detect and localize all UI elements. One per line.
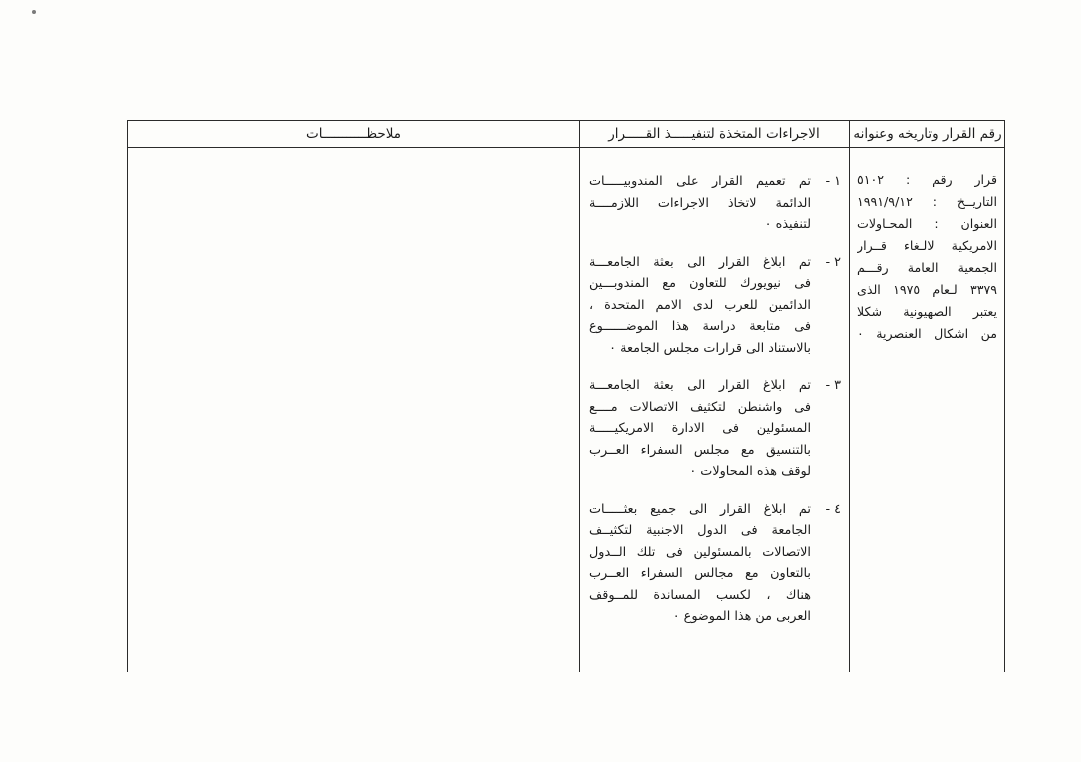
procedure-item-1 — [589, 171, 841, 236]
procedure-item-1-number: ١ - — [825, 174, 841, 189]
text-line: الدائمين للعرب لدى الامم المتحدة ، — [589, 297, 811, 313]
procedure-item-4-text — [589, 499, 811, 628]
text-line: لتنفيذه ٠ — [764, 217, 811, 232]
decision-title-line-2: الامريكية لالـغاء قــرار — [857, 238, 997, 253]
text-line: بالتعاون مع مجالس السفراء العــرب — [589, 566, 811, 581]
scan-artifact-speck — [32, 10, 36, 14]
text-line: تم ابلاغ القرار الى بعثة الجامعـــة — [589, 254, 811, 270]
decision-info-cell — [849, 147, 1006, 672]
procedure-item-2 — [589, 252, 841, 360]
procedure-item-3 — [589, 375, 841, 483]
notes-column-header: ملاحظـــــــــــات — [305, 126, 402, 142]
procedure-item-2-text — [589, 252, 811, 360]
procedure-item-2-number: ٢ - — [825, 254, 841, 270]
procedures-cell — [579, 147, 849, 672]
text-line: تم تعميم القرار على المندوبيـــــات — [589, 174, 811, 189]
decision-title-line-1: العنوان : المحـاولات — [857, 216, 997, 231]
text-line: بالاستناد الى قرارات مجلس الجامعة ٠ — [609, 340, 811, 356]
document-table — [127, 120, 1005, 672]
procedure-item-3-text — [589, 375, 811, 483]
text-line: تم ابلاغ القرار الى بعثة الجامعـــة — [589, 378, 811, 393]
text-line: المسئولين فى الادارة الامريكيـــــة — [589, 421, 811, 436]
text-line: هناك ، لكسب المساندة للمــوقف — [589, 587, 811, 603]
decision-title-line-3: الجمعية العامة رقـــم — [857, 260, 997, 275]
decision-date-line: التاريــخ : ١٩٩١/٩/١٢ — [857, 194, 997, 209]
decision-column-header: رقم القرار وتاريخه وعنوانه — [853, 126, 1002, 142]
decision-title-line-6: من اشكال العنصرية ٠ — [857, 326, 997, 341]
procedure-item-4 — [589, 499, 841, 628]
text-line: الدائمة لاتخاذ الاجراءات اللازمــــة — [589, 195, 811, 211]
procedure-item-1-text — [589, 171, 811, 236]
text-line: فى متابعة دراسة هذا الموضــــــوع — [589, 319, 811, 334]
text-line: الاتصالات بالمسئولين فى تلك الــدول — [589, 544, 811, 560]
text-line: الجامعة فى الدول الاجنبية لتكثيــف — [589, 523, 811, 538]
notes-cell — [128, 147, 579, 672]
text-line: لوقف هذه المحاولات ٠ — [689, 464, 811, 479]
text-line: فى واشنطن لتكثيف الاتصالات مــــع — [589, 399, 811, 415]
decision-title-line-4: ٣٣٧٩ لـعام ١٩٧٥ الذى — [857, 282, 997, 297]
procedures-column-header: الاجراءات المتخذة لتنفيـــــذ القـــــرار — [608, 126, 820, 142]
decision-number-line: قرار رقم : ٥١٠٢ — [857, 172, 997, 187]
text-line: بالتنسيق مع مجلس السفراء العــرب — [589, 442, 811, 458]
text-line: العربى من هذا الموضوع ٠ — [672, 609, 811, 624]
decision-title-line-5: يعتبر الصهيونية شكلا — [857, 304, 997, 319]
text-line: فى نيويورك للتعاون مع المندوبـــين — [589, 276, 811, 291]
text-line: تم ابلاغ القرار الى جميع بعثـــــات — [589, 501, 811, 517]
procedure-item-4-number: ٤ - — [825, 501, 841, 517]
procedure-item-3-number: ٣ - — [825, 378, 841, 393]
